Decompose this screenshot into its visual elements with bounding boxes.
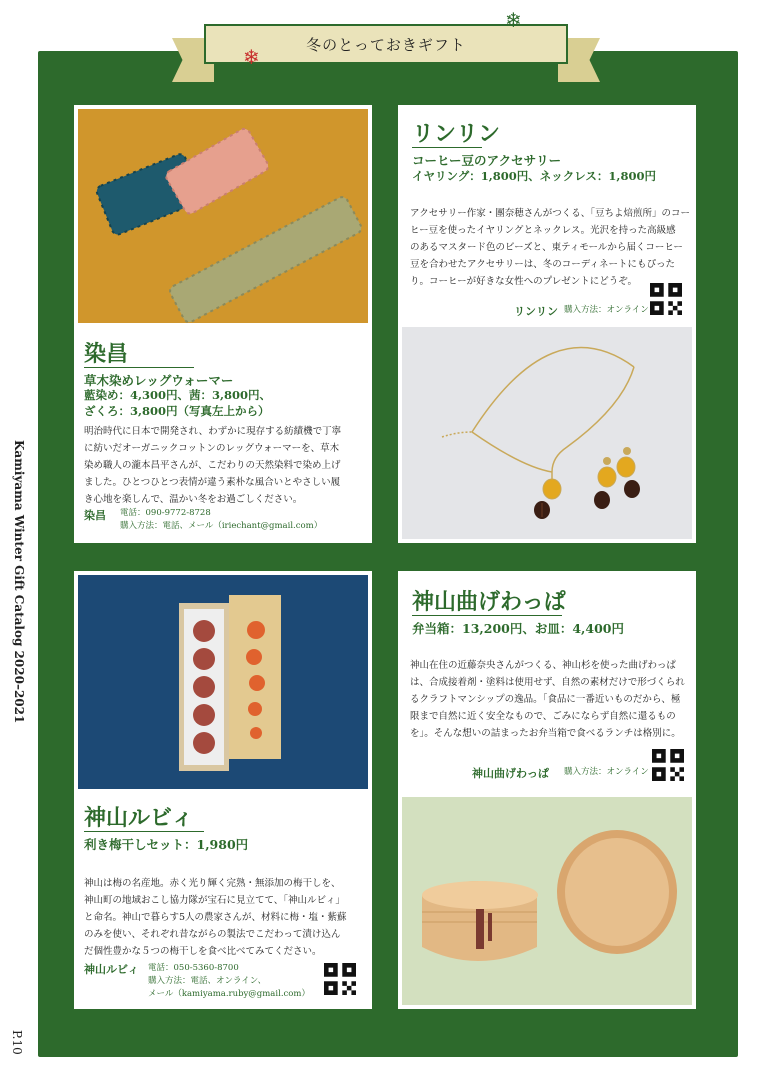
qr-code-icon	[650, 283, 682, 315]
product-subtitle: コーヒー豆のアクセサリー	[412, 153, 562, 168]
qr-code-icon	[324, 963, 356, 995]
product-name: リンリン	[412, 121, 501, 147]
product-card-rinrin	[398, 105, 696, 543]
product-description: 神山在住の近藤奈央さんがつくる、神山杉を使った曲げわっぱ は、合成接着剤・塗料は使用せず、自然の素材だけで形づくられ るクラフトマンシップの逸品。「食品に一番近いものだから、極 限まで自然に近く安全なもので、ごみにならず自然に還るもの を」。そんな想いの詰まったお弁当箱で食べるランチは格別に。	[410, 660, 685, 739]
contact-info: 電話：050-5360-8700 購入方法：電話、オンライン、 メール（kamiyama.ruby@gmail.com）	[148, 963, 310, 999]
contact-name: 染昌	[84, 509, 106, 522]
snowflake-icon: ❄	[505, 8, 522, 32]
product-card-ruby	[74, 571, 372, 1009]
catalog-side-title: Kamiyama Winter Gift Catalog 2020–2021	[12, 440, 26, 724]
product-subtitle: 弁当箱：13,200円、お皿：4,400円	[412, 621, 624, 636]
contact-name: 神山ルビィ	[84, 963, 139, 976]
product-description: 神山は梅の名産地。赤く光り輝く完熟・無添加の梅干しを、 神山町の地域おこし協力隊が宝石に見立てて、「神山ルビィ」 と命名。神山で暮らす5人の農家さんが、材料に梅・塩・紫蘇 のみを使い、それぞれ昔ながらの製法でこだわって漬け込ん だ個性豊かな５つの梅干しを食べ比べてみてください。	[84, 878, 347, 957]
contact-info: 電話：090-9772-8728 購入方法：電話、メール（iriechant@gmail.com）	[120, 508, 323, 531]
product-subtitle: 利き梅干しセット：1,980円	[84, 837, 249, 852]
umeboshi-photo	[78, 575, 368, 789]
title-underline	[84, 831, 204, 832]
qr-code-icon	[652, 749, 684, 781]
product-name: 染昌	[84, 341, 129, 367]
product-card-somesho	[74, 105, 372, 543]
contact-name: リンリン	[514, 305, 558, 318]
product-price: イヤリング：1,800円、ネックレス：1,800円	[412, 169, 656, 183]
product-description: アクセサリー作家・團奈穂さんがつくる、「豆ちよ焙煎所」のコー ヒー豆を使ったイヤリングとネックレス。光沢を持った高級感 のあるマスタード色のビーズと、東ティモールから届くコーヒー 豆を合わせたアクセサリーは、冬のコーディネートにもぴった り。コーヒーが好きな女性へのプレゼントにどうぞ。	[410, 208, 690, 287]
product-description: 明治時代に日本で開発され、わずかに現存する紡績機で丁寧 に紡いだオーガニックコットンのレッグウォーマーを、草木 染め職人の瀧本昌平さんが、こだわりの天然染料で染め上げ ました。ひとつひとつ表情が違う素朴な風合いとやさしい履 き心地を楽しんで、温かい冬をお過ごしください。	[84, 426, 342, 505]
page-number: P.10	[10, 1030, 24, 1055]
accessory-photo	[402, 327, 692, 539]
snowflake-icon: ❄	[243, 45, 260, 69]
leg-warmer-photo	[78, 109, 368, 323]
product-price: 藍染め：4,300円、茜：3,800円、 ざくろ：3,800円（写真左上から）	[84, 388, 272, 418]
contact-info: 購入方法：オンライン	[564, 305, 649, 315]
bento-box-photo	[402, 797, 692, 1005]
product-subtitle: 草木染めレッグウォーマー	[84, 373, 234, 388]
title-underline	[84, 367, 194, 368]
contact-name: 神山曲げわっぱ	[472, 767, 549, 780]
product-card-wappa	[398, 571, 696, 1009]
title-underline	[412, 147, 482, 148]
product-name: 神山曲げわっぱ	[412, 589, 566, 615]
product-name: 神山ルビィ	[84, 805, 194, 831]
contact-info: 購入方法：オンライン	[564, 767, 649, 777]
title-underline	[412, 615, 562, 616]
header-title: 冬のとっておきギフト	[306, 35, 466, 54]
